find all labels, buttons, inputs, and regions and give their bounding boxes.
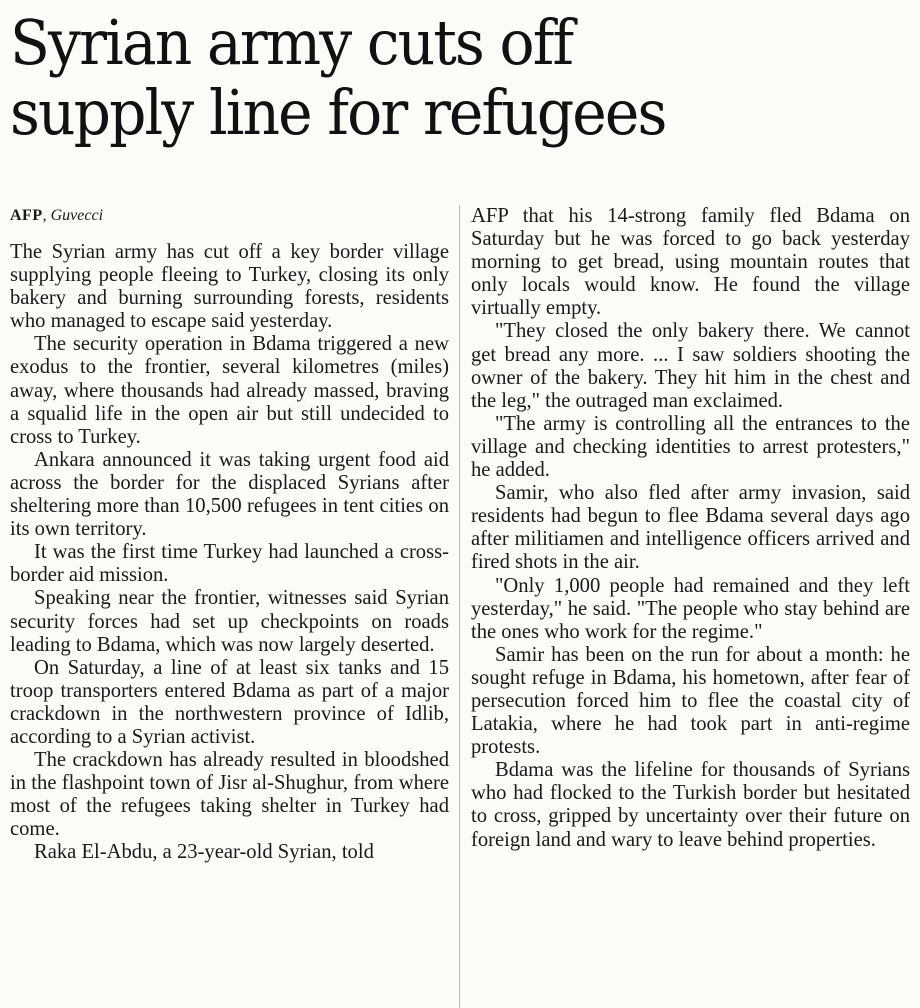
paragraph: Samir, who also fled after army invasion, said residents had begun to flee Bdama several days ago after militiamen and intelligence officers arrived and fired shots in the air. <box>471 482 910 574</box>
headline <box>10 0 856 148</box>
paragraph: "They closed the only bakery there. We cannot get bread any more. ... I saw soldiers shooting the owner of the bakery. They hit him in the chest and the leg," the outraged man exclaimed. <box>471 320 910 412</box>
paragraph: The security operation in Bdama triggered a new exodus to the frontier, several kilometres (miles) away, where thousands had already massed, braving a squalid life in the open air but still undecided to cross to Turkey. <box>10 333 449 448</box>
paragraph: Speaking near the frontier, witnesses said Syrian security forces had set up checkpoints on roads leading to Bdama, which was now largely deserted. <box>10 587 449 656</box>
paragraph: AFP that his 14-strong family fled Bdama on Saturday but he was forced to go back yesterday morning to get bread, using mountain routes that only locals would know. He found the village virtually empty. <box>471 205 910 320</box>
headline-line-1: Syrian army cuts off <box>10 6 573 79</box>
paragraph: Ankara announced it was taking urgent food aid across the border for the displaced Syrians after sheltering more than 10,500 refugees in tent cities on its own territory. <box>10 448 449 541</box>
paragraph: Bdama was the lifeline for thousands of Syrians who had flocked to the Turkish border but hesitated to cross, gripped by uncertainty over their future on foreign land and wary to leave behind properties. <box>471 759 910 851</box>
column-right <box>471 205 910 1008</box>
paragraph: Raka El-Abdu, a 23-year-old Syrian, told <box>34 841 374 864</box>
paragraph: Samir has been on the run for about a month: he sought refuge in Bdama, his hometown, after fear of persecution forced him to flee the coastal city of Latakia, where he had took part in anti-regime protests. <box>471 643 910 759</box>
byline-agency: AFP <box>10 207 43 224</box>
paragraph: "The army is controlling all the entrances to the village and checking identities to arrest protesters," he added. <box>471 412 910 482</box>
paragraph: The Syrian army has cut off a key border village supplying people fleeing to Turkey, closing its only bakery and burning surrounding forests, residents who managed to escape said yesterday. <box>10 241 449 333</box>
paragraph: "Only 1,000 people had remained and they left yesterday," he said. "The people who stay behind are the ones who work for the regime." <box>471 574 910 643</box>
paragraph: It was the first time Turkey had launched a cross-border aid mission. <box>10 541 449 587</box>
byline: AFP, Guvecci <box>10 207 104 224</box>
headline-line-2: supply line for refugees <box>10 76 666 149</box>
paragraph: The crackdown has already resulted in bloodshed in the flashpoint town of Jisr al-Shughur, from where most of the refugees taking shelter in Turkey had come. <box>10 749 449 841</box>
byline-location: Guvecci <box>50 207 104 224</box>
column-left <box>10 205 460 1008</box>
paragraph: On Saturday, a line of at least six tanks and 15 troop transporters entered Bdama as part of a major crackdown in the northwestern province of Idlib, according to a Syrian activist. <box>10 656 449 748</box>
article-body <box>10 205 910 1008</box>
